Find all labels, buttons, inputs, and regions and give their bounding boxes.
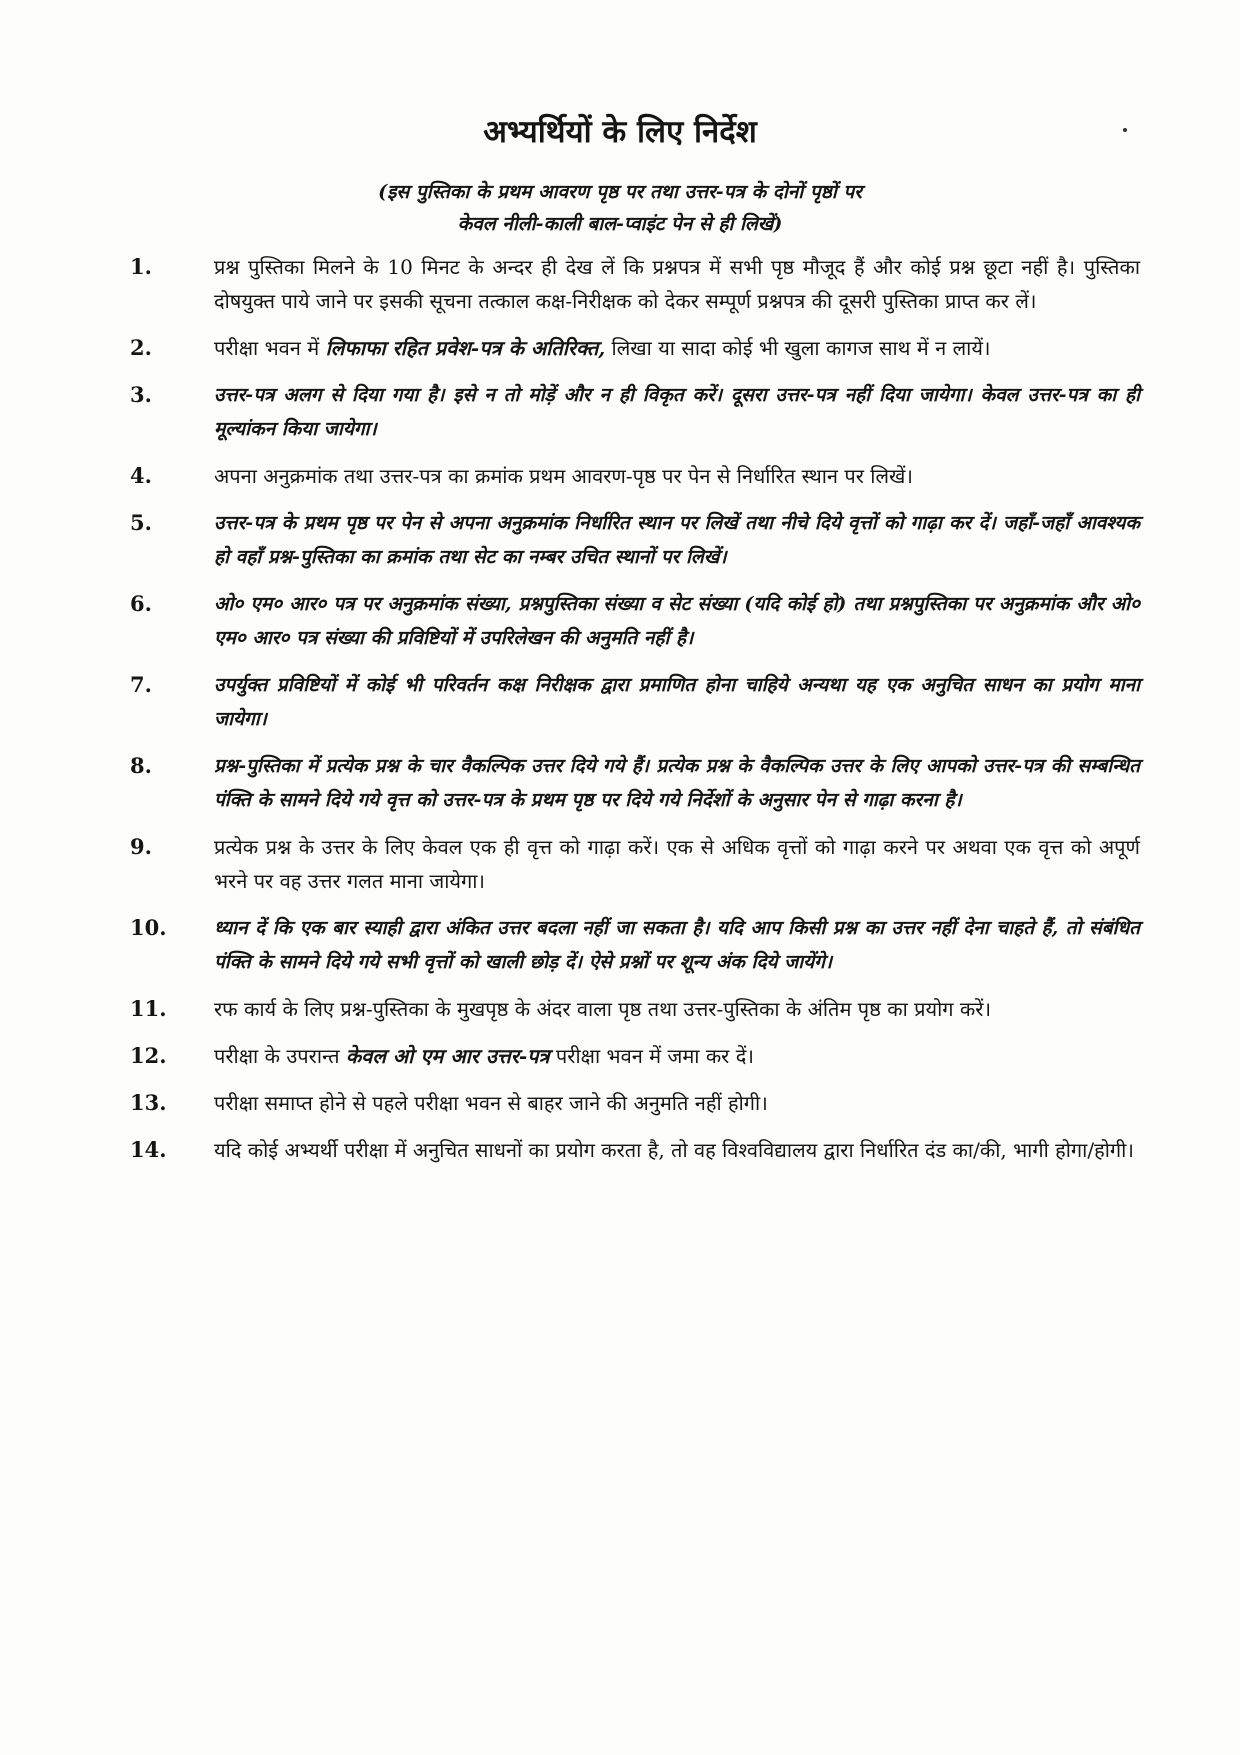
instruction-item-7 bbox=[130, 668, 1140, 736]
instruction-item-4 bbox=[130, 459, 1140, 493]
item-number: 6. bbox=[130, 591, 152, 616]
item-text: प्रत्येक प्रश्न के उत्तर के लिए केवल एक ही वृत्त को गाढ़ा करें। एक से अधिक वृत्तों को गाढ़ा करने पर अथवा एक वृत्त को अपूर्ण भरने पर वह उत्तर गलत माना जायेगा। bbox=[214, 835, 1140, 893]
subtitle-line-2: केवल नीली-काली बाल-प्वाइंट पेन से ही लिखें) bbox=[457, 213, 783, 235]
item-number: 3. bbox=[130, 382, 152, 407]
item-text: ओ० एम० आर० पत्र पर अनुक्रमांक संख्या, प्रश्नपुस्तिका संख्या व सेट संख्या (यदि कोई हो) तथा प्रश्नपुस्तिका पर अनुक्रमांक और ओ० एम० आर० पत्र संख्या की प्रविष्टियों में उपरिलेखन की अनुमति नहीं है। bbox=[214, 593, 1140, 649]
item-text: प्रश्न-पुस्तिका में प्रत्येक प्रश्न के चार वैकल्पिक उत्तर दिये गये हैं। प्रत्येक प्रश्न के वैकल्पिक उत्तर के लिए आपको उत्तर-पत्र की सम्बन्धित पंक्ति के सामने दिये गये वृत्त को उत्तर-पत्र के प्रथम पृष्ठ पर दिये गये निर्देशों के अनुसार पेन से गाढ़ा करना है। bbox=[214, 755, 1140, 811]
item-text: प्रश्न पुस्तिका मिलने के 10 मिनट के अन्दर ही देख लें कि प्रश्नपत्र में सभी पृष्ठ मौजूद हैं और कोई प्रश्न छूटा नहीं है। पुस्तिका दोषयुक्त पाये जाने पर इसकी सूचना तत्काल कक्ष-निरीक्षक को देकर सम्पूर्ण प्रश्नपत्र की दूसरी पुस्तिका प्राप्त कर लें। bbox=[214, 255, 1140, 313]
item-text-emphasis: लिफाफा रहित प्रवेश-पत्र के अतिरिक्त, bbox=[325, 336, 606, 360]
item-text bbox=[214, 1039, 1140, 1073]
item-text: परीक्षा समाप्त होने से पहले परीक्षा भवन से बाहर जाने की अनुमति नहीं होगी। bbox=[214, 1091, 768, 1115]
instruction-item-14 bbox=[130, 1133, 1140, 1167]
instruction-list bbox=[130, 250, 1140, 1180]
instruction-item-13 bbox=[130, 1086, 1140, 1120]
subtitle-line-1: (इस पुस्तिका के प्रथम आवरण पृष्ठ पर तथा उत्तर-पत्र के दोनों पृष्ठों पर bbox=[378, 181, 862, 203]
item-text: उत्तर-पत्र अलग से दिया गया है। इसे न तो मोड़ें और न ही विकृत करें। दूसरा उत्तर-पत्र नहीं दिया जायेगा। केवल उत्तर-पत्र का ही मूल्यांकन किया जायेगा। bbox=[214, 384, 1141, 440]
instruction-item-3 bbox=[130, 378, 1140, 446]
instruction-item-6 bbox=[130, 587, 1140, 655]
item-number: 12. bbox=[130, 1043, 167, 1068]
instruction-item-12 bbox=[130, 1039, 1140, 1073]
item-number: 9. bbox=[130, 834, 152, 859]
item-number: 2. bbox=[130, 335, 152, 360]
item-number: 14. bbox=[130, 1137, 167, 1162]
item-number: 11. bbox=[130, 996, 167, 1021]
item-number: 7. bbox=[130, 672, 152, 697]
instruction-item-9 bbox=[130, 830, 1140, 898]
subtitle bbox=[0, 176, 1240, 240]
item-text-emphasis: केवल ओ एम आर उत्तर-पत्र bbox=[345, 1044, 550, 1068]
instruction-item-11 bbox=[130, 992, 1140, 1026]
item-number: 13. bbox=[130, 1090, 167, 1115]
item-number: 1. bbox=[130, 254, 152, 279]
instruction-item-5 bbox=[130, 506, 1140, 574]
item-text-pre: परीक्षा भवन में bbox=[214, 336, 326, 360]
item-text bbox=[214, 331, 1140, 365]
item-text: रफ कार्य के लिए प्रश्न-पुस्तिका के मुखपृष्ठ के अंदर वाला पृष्ठ तथा उत्तर-पुस्तिका के अंतिम पृष्ठ का प्रयोग करें। bbox=[214, 997, 992, 1021]
item-number: 10. bbox=[130, 915, 167, 940]
item-text: यदि कोई अभ्यर्थी परीक्षा में अनुचित साधनों का प्रयोग करता है, तो वह विश्वविद्यालय द्वारा निर्धारित दंड का/की, भागी होगा/होगी। bbox=[214, 1138, 1134, 1162]
instruction-item-2 bbox=[130, 331, 1140, 365]
item-text: अपना अनुक्रमांक तथा उत्तर-पत्र का क्रमांक प्रथम आवरण-पृष्ठ पर पेन से निर्धारित स्थान पर लिखें। bbox=[214, 464, 913, 488]
item-number: 4. bbox=[130, 463, 152, 488]
item-text-pre: परीक्षा के उपरान्त bbox=[214, 1044, 346, 1068]
page-title: अभ्यर्थियों के लिए निर्देश bbox=[483, 114, 757, 150]
item-text-post: लिखा या सादा कोई भी खुला कागज साथ में न लायें। bbox=[605, 336, 991, 360]
instruction-item-1 bbox=[130, 250, 1140, 318]
item-text-post: परीक्षा भवन में जमा कर दें। bbox=[549, 1044, 754, 1068]
instruction-item-8 bbox=[130, 749, 1140, 817]
instruction-item-10 bbox=[130, 911, 1140, 979]
item-number: 5. bbox=[130, 510, 152, 535]
item-text: ध्यान दें कि एक बार स्याही द्वारा अंकित उत्तर बदला नहीं जा सकता है। यदि आप किसी प्रश्न का उत्तर नहीं देना चाहते हैं, तो संबंधित पंक्ति के सामने दिये गये सभी वृत्तों को खाली छोड़ दें। ऐसे प्रश्नों पर शून्य अंक दिये जायेंगे। bbox=[214, 917, 1140, 973]
stray-dot bbox=[1123, 128, 1127, 132]
item-number: 8. bbox=[130, 753, 152, 778]
item-text: उपर्युक्त प्रविष्टियों में कोई भी परिवर्तन कक्ष निरीक्षक द्वारा प्रमाणित होना चाहिये अन्यथा यह एक अनुचित साधन का प्रयोग माना जायेगा। bbox=[214, 674, 1140, 730]
item-text: उत्तर-पत्र के प्रथम पृष्ठ पर पेन से अपना अनुक्रमांक निर्धारित स्थान पर लिखें तथा नीचे दिये वृत्तों को गाढ़ा कर दें। जहाँ-जहाँ आवश्यक हो वहाँ प्रश्न-पुस्तिका का क्रमांक तथा सेट का नम्बर उचित स्थानों पर लिखें। bbox=[214, 512, 1140, 568]
